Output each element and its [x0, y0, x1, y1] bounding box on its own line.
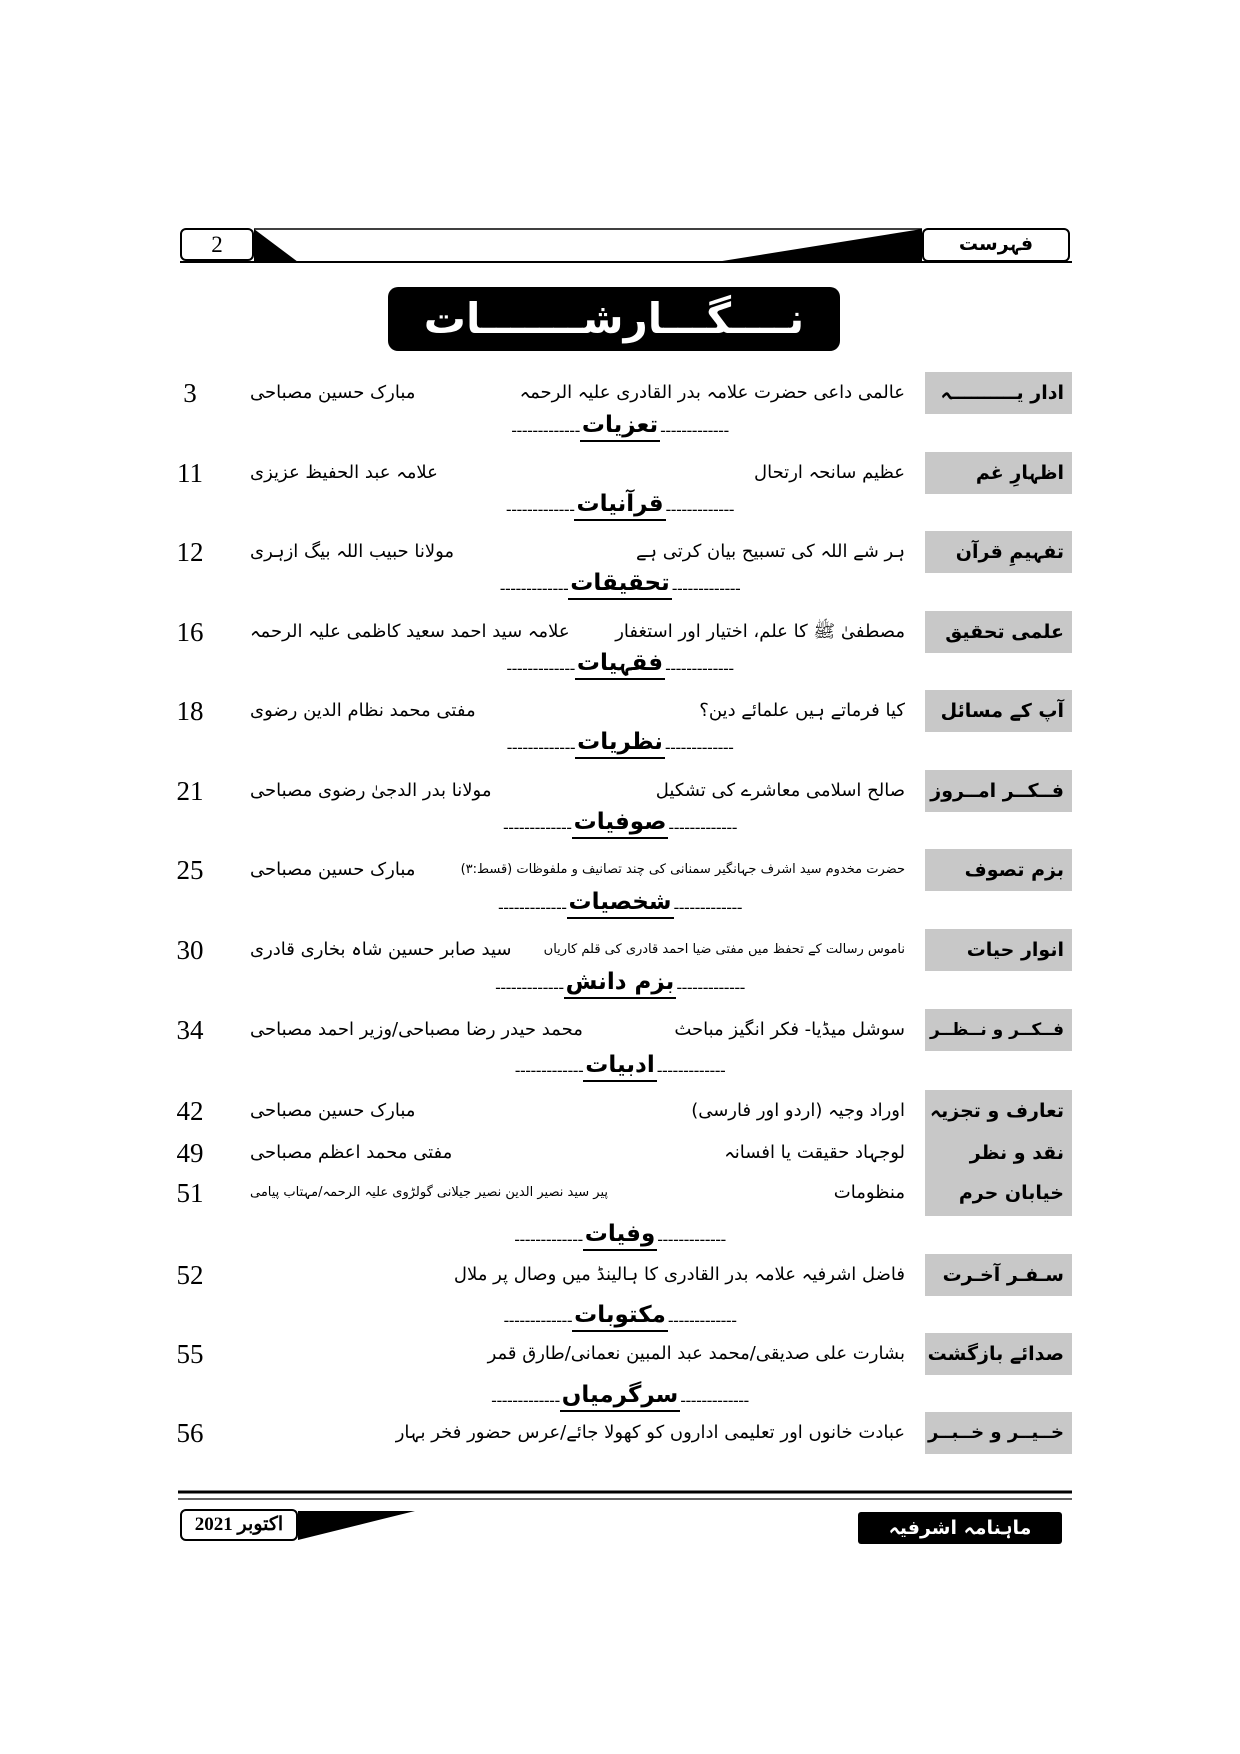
- section-title: مکتوبات: [572, 1300, 668, 1332]
- page-number: 21: [176, 776, 204, 806]
- column-label: صدائے بازگشت: [925, 1333, 1072, 1375]
- article-title: ہر شے اللہ کی تسبیح بیان کرتی ہے: [635, 541, 905, 562]
- column-label: سـفـر آخـرت: [925, 1254, 1072, 1296]
- page-number: 11: [177, 458, 203, 488]
- toc-row: [0, 849, 1240, 891]
- toc-row: [0, 1009, 1240, 1051]
- article-title: عظیم سانحہ ارتحال: [754, 462, 905, 483]
- section-title: قرآنیات: [574, 489, 665, 521]
- section-rule: -------------: [491, 1391, 560, 1410]
- column-label: خیابان حرم: [958, 1182, 1064, 1204]
- section-heading: [0, 410, 1240, 446]
- article-title: اوراد وجیہ (اردو اور فارسی): [691, 1100, 905, 1121]
- section-rule: -------------: [503, 818, 572, 837]
- section-rule: -------------: [673, 898, 743, 917]
- toc-row: [0, 1412, 1240, 1454]
- section-title: تحقیقات: [568, 568, 671, 600]
- toc-row: [0, 1254, 1240, 1296]
- page-number: 12: [176, 537, 204, 567]
- page-number: 56: [176, 1418, 204, 1448]
- article-author: علامہ عبد الحفیظ عزیزی: [250, 462, 438, 483]
- column-label: فــکــر و نــظــر: [925, 1009, 1072, 1051]
- article-author: سید صابر حسین شاہ بخاری قادری: [250, 939, 512, 960]
- issue-date: اکتوبر 2021: [180, 1509, 298, 1541]
- toc-row: [0, 372, 1240, 414]
- section-rule: -------------: [660, 421, 729, 440]
- column-label: ادار یــــــــــہ: [925, 372, 1072, 414]
- article-title: ناموس رسالت کے تحفظ میں مفتی ضیا احمد قادری کی قلم کاریاں: [543, 942, 905, 957]
- section-rule: -------------: [676, 978, 745, 997]
- section-rule: -------------: [499, 579, 569, 598]
- section-title: سرگرمیاں: [560, 1380, 681, 1412]
- section-title: صوفیات: [572, 807, 669, 839]
- section-rule: -------------: [495, 978, 564, 997]
- section-title: تعزیات: [580, 410, 660, 442]
- header-left-wedge: [254, 229, 298, 262]
- toc-row: [0, 1090, 1240, 1132]
- article-author: مفتی محمد اعظم مصباحی: [250, 1142, 453, 1163]
- section-rule: -------------: [667, 1311, 737, 1330]
- column-label: اظہارِ غم: [925, 452, 1072, 494]
- page-number: 25: [176, 855, 204, 885]
- page-number: 16: [176, 617, 204, 647]
- section-heading: [0, 727, 1240, 763]
- article-author: محمد حیدر رضا مصباحی/وزیر احمد مصباحی: [250, 1019, 583, 1040]
- section-heading: [0, 568, 1240, 604]
- article-author: مبارک حسین مصباحی: [250, 382, 416, 403]
- column-label: فــکــر امــروز: [925, 770, 1072, 812]
- contents-banner: نــــگـــارشـــــــات: [388, 287, 840, 351]
- section-rule: -------------: [511, 421, 580, 440]
- column-label: خــیــر و خــبــر: [925, 1412, 1072, 1454]
- article-title: صالح اسلامی معاشرے کی تشکیل: [655, 780, 905, 801]
- section-heading: [0, 1300, 1240, 1336]
- article-author: مبارک حسین مصباحی: [250, 859, 416, 880]
- section-rule: -------------: [671, 579, 741, 598]
- magazine-name: ماہنامہ اشرفیہ: [858, 1512, 1062, 1544]
- section-rule: -------------: [664, 738, 734, 757]
- section-title: وفیات: [583, 1219, 658, 1251]
- article-author: پیر سید نصیر الدین نصیر جیلانی گولڑوی علیہ الرحمہ/مہتاب پیامی: [250, 1185, 608, 1200]
- section-rule: -------------: [668, 818, 737, 837]
- page-number: 55: [176, 1339, 204, 1369]
- section-rule: -------------: [497, 898, 567, 917]
- section-rule: -------------: [514, 1061, 584, 1080]
- article-author: مولانا حبیب اللہ بیگ ازہری: [250, 541, 455, 562]
- page-number: 52: [176, 1260, 204, 1290]
- section-rule: -------------: [506, 738, 576, 757]
- article-title: عبادت خانوں اور تعلیمی اداروں کو کھولا جائے/عرس حضور فخر بہار: [395, 1422, 905, 1443]
- section-heading: [0, 648, 1240, 684]
- article-author: مولانا بدر الدجیٰ رضوی مصباحی: [250, 780, 492, 801]
- toc-row: [0, 1132, 1240, 1174]
- section-heading: [0, 1219, 1240, 1255]
- section-title: شخصیات: [567, 887, 674, 919]
- article-author: علامہ سید احمد سعید کاظمی علیہ الرحمہ: [250, 621, 570, 642]
- column-label: علمی تحقیق: [925, 611, 1072, 653]
- page-number: 49: [176, 1138, 204, 1168]
- section-rule: -------------: [503, 1311, 573, 1330]
- toc-row: [0, 770, 1240, 812]
- contents-heading: فہرست: [922, 228, 1070, 262]
- toc-row: [0, 929, 1240, 971]
- column-label: تفہیمِ قرآن: [925, 531, 1072, 573]
- section-title: بزم دانش: [564, 967, 677, 999]
- page-number: 18: [176, 696, 204, 726]
- section-rule: -------------: [514, 1230, 583, 1249]
- column-label: بزم تصوف: [925, 849, 1072, 891]
- section-rule: -------------: [656, 1061, 726, 1080]
- toc-row: [0, 1172, 1240, 1214]
- section-heading: [0, 1050, 1240, 1086]
- column-label: انوار حیات: [925, 929, 1072, 971]
- article-title: حضرت مخدوم سید اشرف جہانگیر سمنانی کی چند تصانیف و ملفوظات (قسط:۳): [460, 862, 905, 877]
- article-title: بشارت علی صدیقی/محمد عبد المبین نعمانی/طارق قمر: [487, 1343, 905, 1364]
- page-number: 42: [176, 1096, 204, 1126]
- section-title: ادبیات: [583, 1050, 656, 1082]
- page-number: 34: [176, 1015, 204, 1045]
- section-title: نظریات: [575, 727, 665, 759]
- section-heading: [0, 967, 1240, 1003]
- page-number: 51: [176, 1178, 204, 1208]
- section-rule: -------------: [505, 500, 575, 519]
- toc-row: [0, 690, 1240, 732]
- article-title: منظومات: [833, 1182, 905, 1203]
- toc-row: [0, 611, 1240, 653]
- page-number: 30: [176, 935, 204, 965]
- column-label: نقد و نظر: [969, 1142, 1064, 1164]
- header-right-wedge: [716, 229, 922, 262]
- section-heading: [0, 887, 1240, 923]
- toc-row: [0, 531, 1240, 573]
- article-title: کیا فرماتے ہیں علمائے دین؟: [699, 700, 905, 721]
- section-heading: [0, 807, 1240, 843]
- toc-row: [0, 452, 1240, 494]
- section-rule: -------------: [665, 659, 734, 678]
- article-title: سوشل میڈیا- فکر انگیز مباحث: [674, 1019, 905, 1040]
- page-number: 2: [180, 228, 254, 261]
- column-label: آپ کے مسائل: [925, 690, 1072, 732]
- toc-row: [0, 1333, 1240, 1375]
- section-title: فقہیات: [575, 648, 665, 680]
- article-author: مفتی محمد نظام الدین رضوی: [250, 700, 476, 721]
- article-title: لوجہاد حقیقت یا افسانہ: [724, 1142, 905, 1163]
- footer-wedge: [298, 1511, 415, 1540]
- article-author: مبارک حسین مصباحی: [250, 1100, 416, 1121]
- article-title: فاضل اشرفیہ علامہ بدر القادری کا ہالینڈ میں وصال پر ملال: [453, 1264, 905, 1285]
- column-label: تعارف و تجزیہ: [930, 1100, 1064, 1122]
- section-heading: [0, 1380, 1240, 1416]
- section-heading: [0, 489, 1240, 525]
- article-title: مصطفیٰ ﷺ کا علم، اختیار اور استغفار: [615, 621, 905, 642]
- section-rule: -------------: [665, 500, 735, 519]
- article-title: عالمی داعی حضرت علامہ بدر القادری علیہ الرحمہ: [519, 382, 905, 403]
- section-rule: -------------: [680, 1391, 749, 1410]
- section-rule: -------------: [506, 659, 575, 678]
- section-rule: -------------: [657, 1230, 726, 1249]
- page-number: 3: [183, 378, 197, 408]
